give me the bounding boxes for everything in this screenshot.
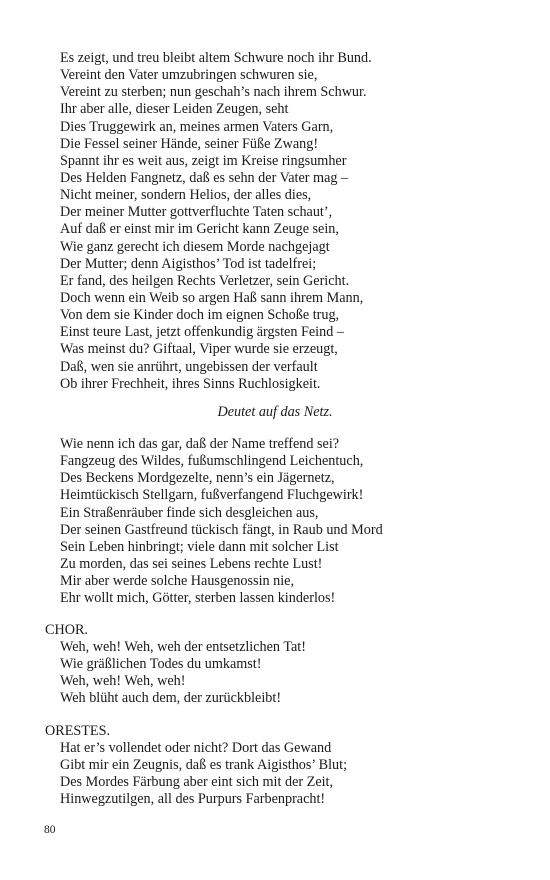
verse-line: Wie nenn ich das gar, daß der Name treffend sei?	[60, 436, 340, 452]
verse-line: Weh, weh! Weh, weh der entsetzlichen Tat!	[60, 639, 306, 655]
verse-line: Mir aber werde solche Hausgenossin nie,	[60, 573, 295, 590]
verse-line: Einst teure Last, jetzt offenkundig ärgsten Feind –	[60, 324, 344, 341]
verse-line: Ihr aber alle, dieser Leiden Zeugen, seht	[60, 101, 289, 118]
verse-line: Weh, weh! Weh, weh!	[60, 673, 186, 690]
verse-line: Wie gräßlichen Todes du umkamst!	[60, 656, 262, 673]
verse-line: Nicht meiner, sondern Helios, der alles dies,	[60, 187, 312, 204]
verse-line: Der Mutter; denn Aigisthos’ Tod ist tadelfrei;	[60, 255, 317, 272]
verse-line: Doch wenn ein Weib so argen Haß sann ihrem Mann,	[60, 289, 364, 306]
verse-line: Er fand, des heilgen Rechts Verletzer, sein Gericht.	[60, 272, 350, 289]
verse-line: Heimtückisch Stellgarn, fußverfangend Fluchgewirk!	[60, 487, 364, 504]
verse-line: Fangzeug des Wildes, fußumschlingend Leichentuch,	[60, 453, 364, 470]
verse-passage-1	[60, 50, 520, 393]
verse-line: Vereint den Vater umzubringen schwuren sie,	[60, 67, 318, 84]
verse-line: Die Fessel seiner Hände, seiner Füße Zwang!	[60, 135, 319, 152]
verse-line: Hinwegzutilgen, all des Purpurs Farbenpracht!	[60, 791, 326, 808]
stage-direction: Deutet auf das Netz.	[217, 404, 333, 420]
verse-line: Dies Truggewirk an, meines armen Vaters Garn,	[60, 118, 334, 135]
verse-passage-orestes	[60, 740, 520, 809]
verse-line: Ehr wollt mich, Götter, sterben lassen kinderlos!	[60, 590, 336, 607]
verse-line: Zu morden, das sei seines Lebens rechte Lust!	[60, 555, 323, 572]
verse-line: Des Beckens Mordgezelte, nenn’s ein Jägernetz,	[60, 470, 335, 487]
verse-line: Spannt ihr es weit aus, zeigt im Kreise ringsumher	[60, 152, 347, 169]
verse-line: Des Helden Fangnetz, daß es sehn der Vater mag –	[60, 169, 349, 186]
verse-line: Daß, wen sie anrührt, ungebissen der verfault	[60, 358, 318, 375]
verse-line: Ob ihrer Frechheit, ihres Sinns Ruchlosigkeit.	[60, 375, 321, 392]
verse-line: Der meiner Mutter gottverfluchte Taten schaut’,	[60, 204, 333, 221]
verse-line: Es zeigt, und treu bleibt altem Schwure noch ihr Bund.	[60, 50, 372, 66]
verse-line: Ein Straßenräuber finde sich desgleichen aus,	[60, 504, 319, 521]
verse-passage-chor	[60, 639, 520, 708]
speaker-heading-chor: CHOR.	[45, 622, 88, 638]
verse-line: Gibt mir ein Zeugnis, daß es trank Aigisthos’ Blut;	[60, 757, 348, 774]
verse-line: Des Mordes Färbung aber eint sich mit der Zeit,	[60, 774, 334, 791]
verse-line: Weh blüht auch dem, der zurückbleibt!	[60, 690, 282, 707]
verse-line: Wie ganz gerecht ich diesem Morde nachgejagt	[60, 238, 330, 255]
verse-line: Von dem sie Kinder doch im eignen Schoße trug,	[60, 307, 340, 324]
verse-line: Der seinen Gastfreund tückisch fängt, in Raub und Mord	[60, 521, 383, 538]
speaker-heading-orestes: ORESTES.	[45, 723, 111, 739]
verse-line: Auf daß er einst mir im Gericht kann Zeuge sein,	[60, 221, 339, 238]
page-number: 80	[44, 824, 56, 836]
verse-line: Hat er’s vollendet oder nicht? Dort das Gewand	[60, 740, 332, 756]
verse-line: Vereint zu sterben; nun geschah’s nach ihrem Schwur.	[60, 84, 367, 101]
verse-passage-2	[60, 436, 520, 607]
verse-line: Was meinst du? Giftaal, Viper wurde sie erzeugt,	[60, 341, 338, 358]
verse-line: Sein Leben hinbringt; viele dann mit solcher List	[60, 538, 339, 555]
